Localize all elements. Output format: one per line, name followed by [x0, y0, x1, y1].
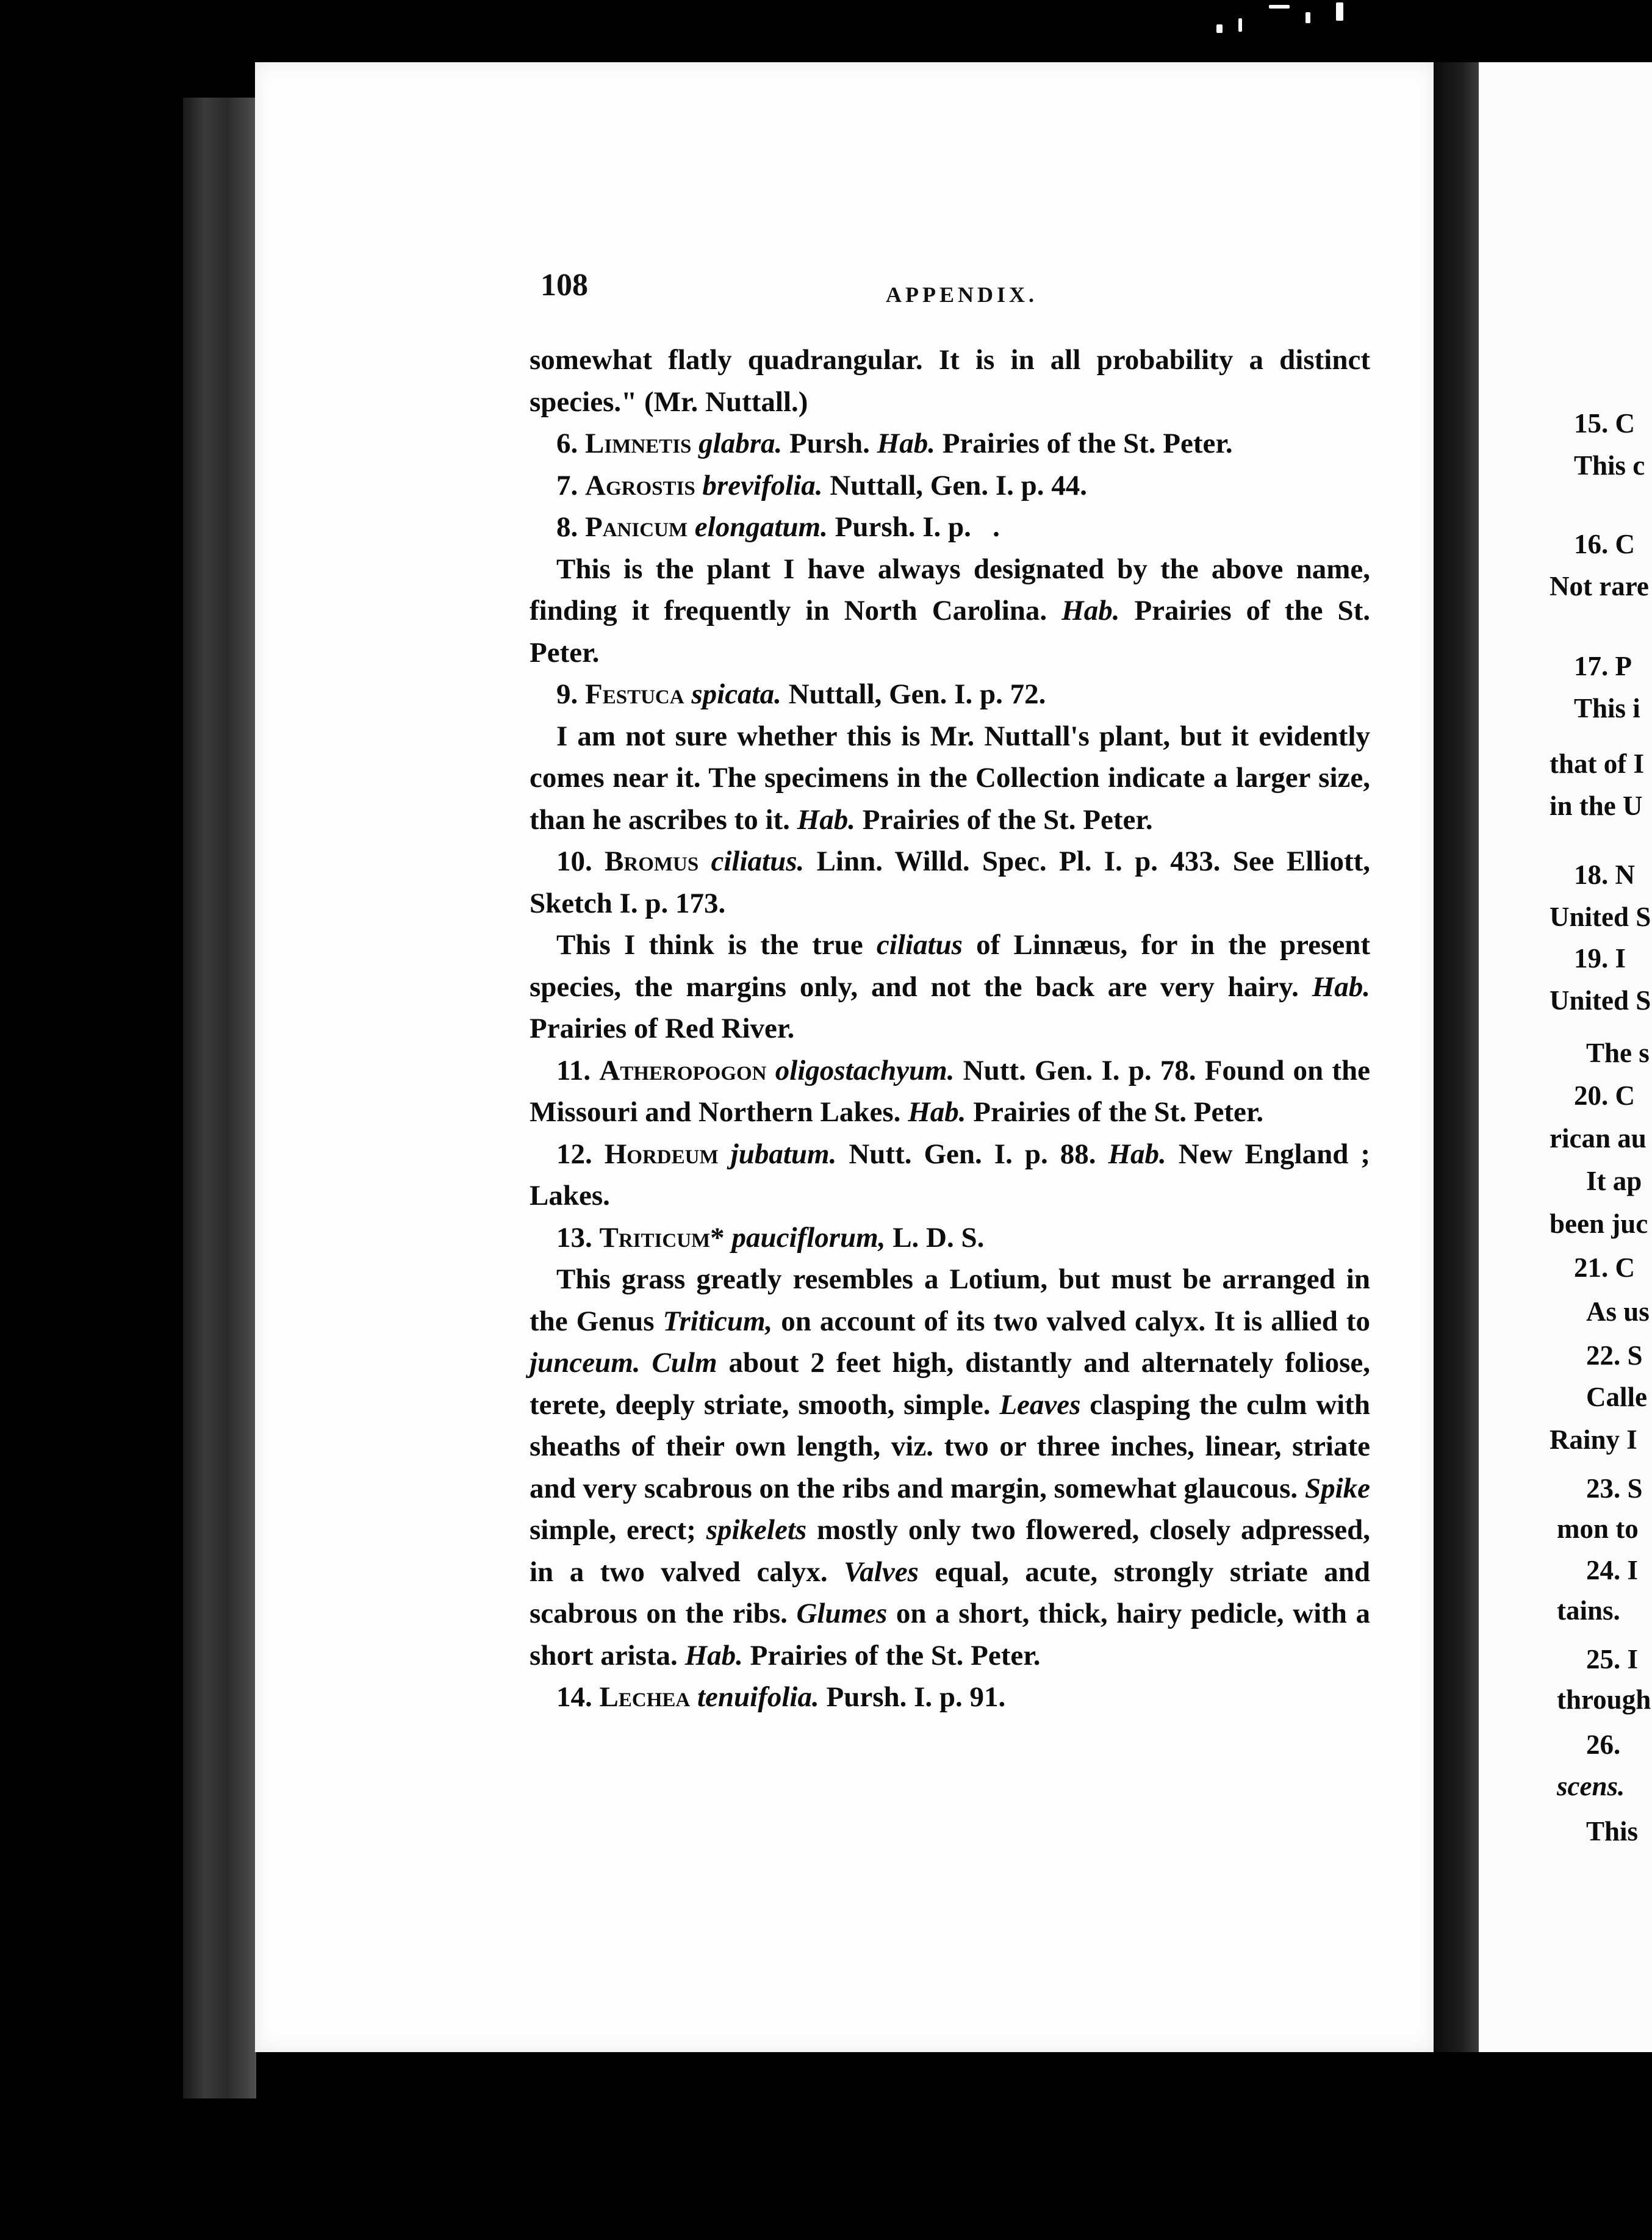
- paragraph-9-note: I am not sure whether this is Mr. Nuttall's plant, but it evidently comes near it. The specimens in the Collection indicate a larger size, than he ascribes to it. Hab. Prairies of the St. Peter.: [530, 720, 1370, 836]
- facing-page-line: Calle: [1586, 1382, 1647, 1412]
- facing-page-line: 25. I: [1586, 1644, 1639, 1675]
- paragraph-13-description: This grass greatly resembles a Lotium, but must be arranged in the Genus Triticum, on account of its two valved calyx. It is allied to junceum. Culm about 2 feet high, distantly and alternately foliose, terete, deeply striate, smooth, simple. Leaves clasping the culm with sheaths of their own length, viz. two or three inches, linear, striate and very scabrous on the ribs and margin, somewhat glaucous. Spike simple, erect; spikelets mostly only two flowered, closely adpressed, in a two valved calyx. Valves equal, acute, strongly striate and scabrous on the ribs. Glumes on a short, thick, hairy pedicle, with a short arista. Hab. Prairies of the St. Peter.: [530, 1263, 1371, 1671]
- entry-10: 10. Bromus ciliatus. Linn. Willd. Spec. Pl. I. p. 433. See Elliott, Sketch I. p. 173.: [530, 845, 1370, 919]
- page-body: [530, 339, 1370, 1718]
- facing-page-line: It ap: [1586, 1166, 1642, 1196]
- facing-page-line: in the U: [1550, 791, 1643, 821]
- facing-page-line: As us: [1586, 1296, 1650, 1327]
- facing-page-line: tains.: [1557, 1595, 1620, 1626]
- facing-page-line: 17. P: [1574, 651, 1632, 681]
- facing-page-line: rican au: [1550, 1123, 1647, 1154]
- facing-page-line: The s: [1586, 1038, 1650, 1068]
- facing-page-line: United S: [1550, 985, 1651, 1016]
- facing-page-line: This: [1586, 1816, 1639, 1847]
- entry-6: 6. Limnetis glabra. Pursh. Hab. Prairies of the St. Peter.: [556, 428, 1233, 459]
- facing-page-line: mon to: [1557, 1513, 1639, 1544]
- facing-page-line: 15. C: [1574, 408, 1635, 439]
- entry-13: 13. Triticum* pauciflorum, L. D. S.: [556, 1221, 985, 1254]
- facing-page-line: 18. N: [1574, 860, 1635, 890]
- running-head: APPENDIX.: [886, 282, 1038, 307]
- facing-page-line: 21. C: [1574, 1252, 1635, 1283]
- paragraph-8-note: This is the plant I have always designated by the above name, finding it frequently in North Carolina. Hab. Prairies of the St. Peter.: [530, 553, 1371, 669]
- facing-page-line: United S: [1550, 902, 1651, 932]
- page-header: [540, 267, 1376, 322]
- facing-page-line: that of I: [1550, 748, 1644, 779]
- facing-page-line: 26.: [1586, 1729, 1621, 1760]
- facing-page-line: 24. I: [1586, 1555, 1639, 1585]
- entry-11: 11. Atheropogon oligostachyum. Nutt. Gen. I. p. 78. Found on the Missouri and Northern Lakes. Hab. Prairies of the St. Peter.: [530, 1054, 1370, 1128]
- entry-7: 7. Agrostis brevifolia. Nuttall, Gen. I. p. 44.: [556, 469, 1088, 501]
- book-gutter: [1435, 62, 1479, 2052]
- facing-page-line: 19. I: [1574, 943, 1626, 974]
- facing-page-line: been juc: [1550, 1208, 1648, 1239]
- facing-page-line: 20. C: [1574, 1080, 1635, 1111]
- scan-specks: [1196, 0, 1379, 55]
- facing-page-line: scens.: [1557, 1771, 1625, 1801]
- facing-page-line: 23. S: [1586, 1473, 1643, 1504]
- facing-page-line: 16. C: [1574, 529, 1635, 559]
- facing-page-line: This i: [1574, 693, 1640, 723]
- facing-page-line: 22. S: [1586, 1340, 1643, 1371]
- facing-page-line: Not rare: [1550, 571, 1649, 601]
- paragraph-cont: somewhat flatly quadrangular. It is in all probability a distinct species." (Mr. Nuttall.): [530, 344, 1370, 418]
- paragraph-10-note: This I think is the true ciliatus of Linnæus, for in the present species, the margins only, and not the back are very hairy. Hab. Prairies of Red River.: [530, 929, 1370, 1044]
- entry-9: 9. Festuca spicata. Nuttall, Gen. I. p. 72.: [556, 678, 1046, 710]
- facing-page-line: through: [1557, 1684, 1651, 1715]
- entry-12: 12. Hordeum jubatum. Nutt. Gen. I. p. 88. Hab. New England ; Lakes.: [530, 1138, 1370, 1212]
- entry-8: 8. Panicum elongatum. Pursh. I. p. .: [556, 511, 1000, 543]
- book-edge: [183, 98, 256, 2098]
- entry-14: 14. Lechea tenuifolia. Pursh. I. p. 91.: [556, 1681, 1006, 1713]
- page-number: 108: [540, 268, 588, 303]
- facing-page-line: This c: [1574, 450, 1645, 481]
- facing-page-line: Rainy I: [1550, 1424, 1637, 1455]
